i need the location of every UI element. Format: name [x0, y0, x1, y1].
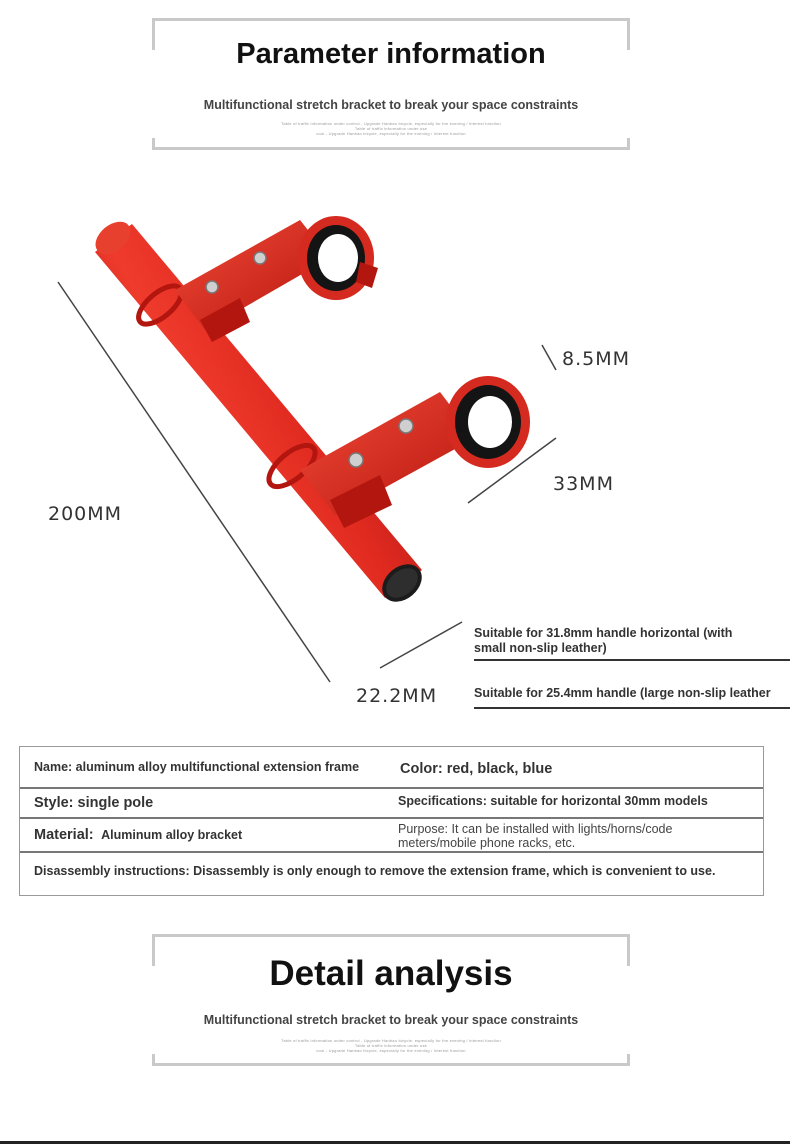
- parameter-title: Parameter information: [236, 38, 546, 70]
- page-bottom-divider: [0, 1141, 790, 1144]
- note-31-8mm-underline: [474, 659, 790, 661]
- spec-name: Name: aluminum alloy multifunctional extension frame: [34, 760, 360, 774]
- parameter-subtitle: Multifunctional stretch bracket to break your space constraints: [203, 98, 579, 112]
- clamp-thickness-label: 8.5MM: [562, 348, 631, 370]
- tube-diameter-label: 22.2MM: [356, 685, 438, 707]
- parameter-header-frame: [152, 18, 630, 150]
- spec-purpose: Purpose: It can be installed with lights/horns/code meters/mobile phone racks, etc.: [398, 822, 673, 850]
- detail-fine-print: Table of traffic information under control - Upgrade Hanbao bicycle, especially for the evening / Interest function Table of traffic information under use cool - Upgrade Hanbao bicycle, especially for the evening / Interest function: [281, 1038, 501, 1053]
- spec-style: Style: single pole: [34, 795, 154, 811]
- detail-subtitle: Multifunctional stretch bracket to break your space constraints: [203, 1013, 579, 1027]
- note-25-4mm-underline: [474, 707, 790, 709]
- spec-specifications: Specifications: suitable for horizontal 30mm models: [398, 794, 708, 808]
- clamp-width-label: 33MM: [553, 473, 614, 495]
- note-31-8mm: Suitable for 31.8mm handle horizontal (with small non-slip leather): [474, 626, 733, 655]
- length-label: 200MM: [48, 503, 123, 525]
- detail-header-frame: [152, 934, 630, 1066]
- thickness-dimension-line: [542, 345, 556, 370]
- detail-title: Detail analysis: [269, 954, 513, 993]
- spec-material-label: Material:: [34, 827, 94, 843]
- diameter-dimension-line: [380, 622, 462, 668]
- spec-material: [34, 828, 242, 842]
- parameter-fine-print: Table of traffic information under control - Upgrade Hanbao bicycle, especially for the evening / Interest function Table of traffic information under use cool - Upgrade Hanbao bicycle, especially for the evening / Interest function: [281, 121, 501, 136]
- note-25-4mm: Suitable for 25.4mm handle (large non-slip leather: [474, 686, 771, 700]
- spec-material-value: Aluminum alloy bracket: [101, 828, 243, 842]
- spec-color: Color: red, black, blue: [400, 761, 553, 777]
- upper-clamp: [175, 216, 378, 342]
- lower-clamp: [300, 376, 530, 528]
- spec-table: [19, 746, 764, 896]
- spec-disassembly: Disassembly instructions: Disassembly is only enough to remove the extension frame, which is convenient to use.: [34, 864, 716, 878]
